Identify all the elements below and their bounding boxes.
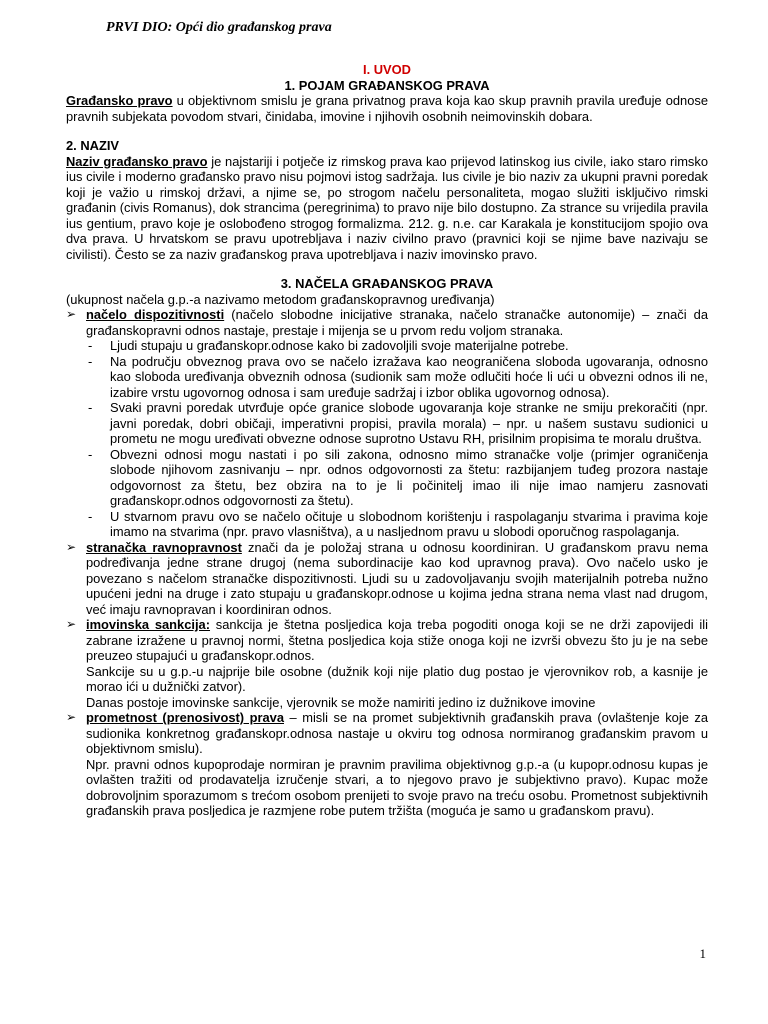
bullet-term: stranačka ravnopravnost [86, 539, 242, 555]
dash-item [66, 447, 708, 509]
heading-2: 2. NAZIV [66, 138, 120, 153]
term-naziv: Naziv građansko pravo [66, 153, 208, 169]
bullet-text: (načelo slobodne inicijative stranaka, načelo stranačke autonomije) – znači da građanskopravni odnos nastaje, prestaje i mijenja se u prvom redu voljom stranaka. [86, 307, 708, 338]
page-content [66, 62, 708, 819]
bullet-item [66, 710, 708, 757]
dash-mark: - [88, 338, 93, 353]
bullet-text: znači da je položaj strana u odnosu koordiniran. U građanskom pravu nema podređivanja jedne strane drugoj (nema subordinacije kao kod upravnog prava). Ovo načelo usko je povezano s načelom stranačke dispozitivnosti. Ljudi su u zadovoljavanju svojih materijalnih potreba nužno upućeni jedni na druge i zato stupaju u građanskopr.odnose u kojima jedna strana nema vlast nad drugom, već imaju ravnopravan i koordiniran odnos. [86, 539, 709, 617]
dash-text: Svaki pravni poredak utvrđuje opće granice slobode ugovaranja koje stranke ne smiju prekoračiti (npr. javni poredak, dobri običaji, imperativni propisi, pravila morala) – npr. u našem sustavu sudionici u prometu ne mogu uređivati obvezne odnose suprotno Ustavu RH, prisilnim propisima te moralu društva. [110, 400, 708, 446]
dash-text: Ljudi stupaju u građanskopr.odnose kako bi zadovoljili svoje materijalne potrebe. [110, 338, 569, 353]
dash-mark: - [88, 353, 93, 369]
bullet-text: – misli se na promet subjektivnih građanskih prava (ovlaštenje koje za sudionika konkretnog građanskopr.odnosa nastaje u okviru tog odnosa normiranog građanskim pravom u objektivnom smislu). [86, 710, 709, 756]
bullet-item [66, 617, 708, 664]
paragraph-1-text: u objektivnom smislu je grana privatnog prava koja kao skup pravnih pravila uređuje odnose pravnih subjekata povodom stvari, činidaba, imovine i njihovih osobnih neimovinskih dobara. [66, 93, 708, 124]
arrow-bullet-icon: ➢ [66, 617, 77, 631]
section-heading: I. UVOD [363, 62, 411, 77]
bullet-item [66, 307, 708, 338]
bullet-continuation: Sankcije su u g.p.-u najprije bile osobne (dužnik koji nije platio dug postao je vjerovnikov rob, a kasnije je morao ići u dužnički zatvor). [86, 663, 708, 694]
paragraph-1 [66, 93, 708, 124]
arrow-bullet-icon: ➢ [66, 710, 77, 724]
heading-3: 3. NAČELA GRAĐANSKOG PRAVA [280, 276, 494, 291]
dash-text: U stvarnom pravu ovo se načelo očituje u slobodnom korištenju i raspolaganju stvarima i pravima koje imamo na stvarima (npr. pravo vlasništva), a u nasljednom pravu u slobodi oporučnog raspolaganja. [110, 508, 708, 539]
dash-text: Na području obveznog prava ovo se načelo izražava kao neograničena sloboda ugovaranja, odnosno kao sloboda uređivanja obveznih odnosa (sudionik sam može odlučiti hoće li ući u obvezni odnos ili ne, izabire vrstu ugovornog odnosa i sam uređuje sadržaj i izbor oblika ugovornog odnosa). [110, 353, 708, 400]
intro-3: (ukupnost načela g.p.-a nazivamo metodom građanskopravnog uređivanja) [66, 291, 495, 307]
bullet-text: sankcija je štetna posljedica koja treba pogoditi onoga koji se ne drži zapovijedi ili zabrane izražene u pravnoj normi, štetna posljedica koja stiže onoga koji ne izvrši obvezu što ju je na sebe preuzeo stupajući u građanskopr.odnos. [86, 617, 708, 663]
bullet-term: imovinska sankcija: [86, 617, 211, 632]
page-number: 1 [699, 946, 706, 961]
bullet-term: prometnost (prenosivost) prava [86, 710, 284, 725]
bullet-term: načelo dispozitivnosti [86, 307, 225, 322]
dash-item [66, 509, 708, 540]
dash-item [66, 400, 708, 447]
arrow-bullet-icon: ➢ [66, 307, 77, 321]
term-gradjansko-pravo: Građansko pravo [66, 93, 173, 108]
dash-mark: - [88, 446, 93, 462]
bullet-item [66, 540, 708, 618]
dash-item [66, 354, 708, 401]
dash-mark: - [88, 508, 93, 524]
arrow-bullet-icon: ➢ [66, 539, 77, 554]
heading-1: 1. POJAM GRAĐANSKOG PRAVA [284, 77, 490, 93]
dash-mark: - [88, 400, 93, 415]
bullet-continuation: Danas postoje imovinske sankcije, vjerovnik se može namiriti jedino iz dužnikove imovine [86, 694, 596, 710]
dash-text: Obvezni odnosi mogu nastati i po sili zakona, odnosno mimo stranačke volje (primjer ograničenja slobode njihovom zasnivanju – npr. odnos odgovornosti za štetu: razbijanjem tuđeg prozora nastaje odgovornost za štetu, bez obzira na to je li počinitelj imao ili nije imao namjeru zasnovati građanskopr.odnos odgovornosti za štetu). [110, 446, 708, 508]
running-head: PRVI DIO: Opći dio građanskog prava [106, 20, 332, 35]
paragraph-2 [66, 154, 708, 263]
dash-item [66, 338, 708, 354]
bullet-continuation: Npr. pravni odnos kupoprodaje normiran je pravnim pravilima objektivnog g.p.-a (u kupopr.odnosu kupas je ovlašten tražiti od prodavatelja izručenje stvari, a to njegovo pravo je subjektivno pravo). Kupac može dobrovoljnim sporazumom s trećom osobom prenijeti to svoje pravo na treću osobu. Prometnost subjektivnih građanskih prava posljedica je razmjene robe putem tržišta (moguća je samo u građanskom pravu). [86, 756, 708, 818]
paragraph-2-text: je najstariji i potječe iz rimskog prava kao prijevod latinskog ius civile, iako staro rimsko ius civile i moderno građansko pravo nisu pojmovi istog sadržaja. Ius civile je bio naziv za ukupni pravni poredak koji je važio u rimskoj državi, a njime se, po strogom načelu personaliteta, mogao služiti isključivo rimski građanin (civis Romanus), dok strancima (peregrinima) to pravo nije bilo dostupno. Za strance su vrijedila pravila ius gentium, pravo koje je oslobođeno strogog formalizma. 212. g. n.e. car Karakala je konstitucijom spojio ova dva prava. U hrvatskom se pravu upotrebljava i naziv civilno pravo (pravnici koji se njime bave nazivaju se civilisti). Često se za naziv građanskog prava upotrebljava i naziv imovinsko pravo. [66, 153, 708, 262]
